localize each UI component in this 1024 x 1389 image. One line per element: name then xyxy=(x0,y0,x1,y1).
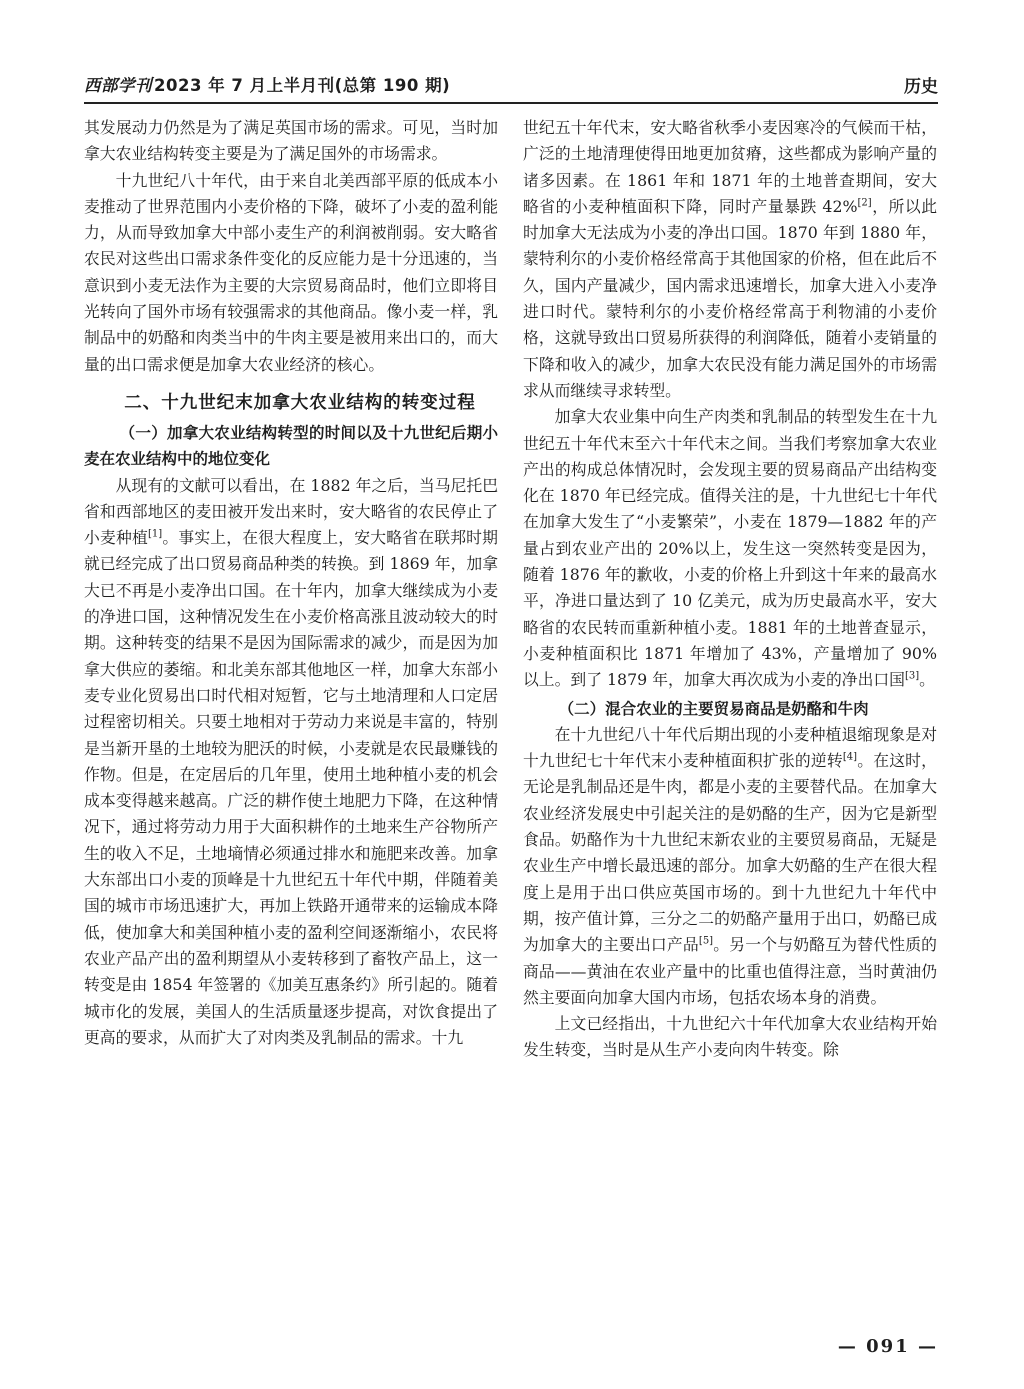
paragraph-text-cont: 。事实上，在很大程度上，安大略省在联邦时期就已经完成了出口贸易商品种类的转换。到 1869 年，加拿大已不再是小麦净出口国。在十年内，加拿大继续成为小麦的净进口国，这种情况发生在小麦价格高涨且波动较大的时期。这种转变的结果不是因为国际需求的减少，而是因为加拿大供应的萎缩。和北美东部其他地区一样，加拿大东部小麦专业化贸易出口时代相对短暂，它与土地清理和人口定居过程密切相关。只要土地相对于劳动力来说是丰富的，特别是当新开垦的土地较为肥沃的时候，小麦就是农民最赚钱的作物。但是，在定居后的几年里，使用土地种植小麦的机会成本变得越来越高。广泛的耕作使土地肥力下降，在这种情况下，通过将劳动力用于大面积耕作的土地来生产谷物所产生的收入不足，土地墒情必须通过排水和施肥来改善。加拿大东部出口小麦的顶峰是十九世纪五十年代中期，伴随着美国的城市市场迅速扩大，再加上铁路开通带来的运输成本降低，使加拿大和美国种植小麦的盈利空间逐渐缩小，农民将农业产品产出的盈利期望从小麦转移到了畜牧产品上，这一转变是由 1854 年签署的《加美互惠条约》所引起的。随着城市化的发展，美国人的生活质量逐步提高，对饮食提出了更高的要求，从而扩大了对肉类及乳制品的需求。十九 xyxy=(84,528,498,1047)
paragraph-text-cont: 。另一个与奶酪互为替代性质的商品——黄油在农业产量中的比重也值得注意，当时黄油仍然主要面向加拿大国内市场，包括农场本身的消费。 xyxy=(523,935,937,1007)
body-paragraph xyxy=(523,722,937,1011)
journal-name: 西部学刊 xyxy=(84,76,152,95)
subsection-heading xyxy=(523,696,937,722)
body-paragraph xyxy=(84,168,498,378)
left-column xyxy=(84,115,498,1051)
section-heading xyxy=(84,388,498,418)
body-paragraph xyxy=(523,404,937,693)
body-paragraph xyxy=(523,1011,937,1064)
paragraph-text-cont: 。在这时，无论是乳制品还是牛肉，都是小麦的主要替代品。在加拿大农业经济发展史中引起关注的是奶酪的生产，因为它是新型食品。奶酪作为十九世纪末新农业的主要贸易商品，无疑是农业生产中增长最迅速的部分。加拿大奶酪的生产在很大程度上是用于出口供应英国市场的。到十九世纪九十年代中期，按产值计算，三分之二的奶酪产量用于出口，奶酪已成为加拿大的主要出口产品 xyxy=(523,751,937,955)
paragraph-text: 在十九世纪八十年代后期出现的小麦种植退缩现象是对十九世纪七十年代末小麦种植面积扩张的逆转 xyxy=(523,724,937,771)
paragraph-text: 世纪五十年代末，安大略省秋季小麦因寒冷的气候而干枯，广泛的土地清理使得田地更加贫瘠，这些都成为影响产量的诸多因素。在 1861 年和 1871 年的土地普查期间，安大略省的小麦种植面积下降，同时产量暴跌 42% xyxy=(523,118,937,216)
citation-ref: [3] xyxy=(904,670,920,682)
paragraph-text: 上文已经指出，十九世纪六十年代加拿大农业结构开始发生转变，当时是从生产小麦向肉牛转变。除 xyxy=(523,1014,937,1060)
body-paragraph xyxy=(523,115,937,404)
paragraph-text: 加拿大农业集中向生产肉类和乳制品的转型发生在十九世纪五十年代末至六十年代末之间。当我们考察加拿大农业产出的构成总体情况时，会发现主要的贸易商品产出结构变化在 1870 年已经完成。值得关注的是，十九世纪七十年代在加拿大发生了“小麦繁荣”，小麦在 1879—1882 年的产量占到农业产出的 20%以上，发生这一突然转变是因为，随着 1876 年的歉收，小麦的价格上升到这十年来的最高水平，净进口量达到了 10 亿美元，成为历史最高水平，安大略省的农民转而重新种植小麦。1881 年的土地普查显示，小麦种植面积比 1871 年增加了 43%，产量增加了 90%以上。到了 1879 年，加拿大再次成为小麦的净出口国 xyxy=(523,407,937,690)
page-header xyxy=(84,68,938,104)
paragraph-text: 二、十九世纪末加拿大农业结构的转变过程 xyxy=(124,392,476,413)
paragraph-text: （一）加拿大农业结构转型的时间以及十九世纪后期小麦在农业结构中的地位变化 xyxy=(84,423,498,469)
body-paragraph xyxy=(84,473,498,1052)
citation-ref: [2] xyxy=(857,197,872,209)
issue-info: 2023 年 7 月上半月刊(总第 190 期) xyxy=(154,76,451,95)
section-name: 历史 xyxy=(904,77,938,97)
citation-ref: [4] xyxy=(842,751,858,763)
running-head xyxy=(84,72,450,96)
paragraph-text: 十九世纪八十年代，由于来自北美西部平原的低成本小麦推动了世界范围内小麦价格的下降，破坏了小麦的盈利能力，从而导致加拿大中部小麦生产的利润被削弱。安大略省农民对这些出口需求条件变化的反应能力是十分迅速的，当意识到小麦无法作为主要的大宗贸易商品时，他们立即将目光转向了国外市场有较强需求的其他商品。像小麦一样，乳制品中的奶酪和肉类当中的牛肉主要是被用来出口的，而大量的出口需求便是加拿大农业经济的核心。 xyxy=(84,170,498,374)
citation-ref: [1] xyxy=(147,528,163,540)
paragraph-text: （二）混合农业的主要贸易商品是奶酪和牛肉 xyxy=(558,699,869,718)
paragraph-text: 从现有的文献可以看出，在 1882 年之后，当马尼托巴省和西部地区的麦田被开发出来时，安大略省的农民停止了小麦种植 xyxy=(84,475,498,548)
body-paragraph xyxy=(84,115,498,168)
subsection-heading xyxy=(84,420,498,473)
citation-ref: [5] xyxy=(698,935,714,947)
page-number: — 091 — xyxy=(837,1336,938,1357)
paragraph-text: 其发展动力仍然是为了满足英国市场的需求。可见，当时加拿大农业结构转变主要是为了满足国外的市场需求。 xyxy=(84,118,498,164)
paragraph-text-cont: 。 xyxy=(919,670,935,690)
right-column xyxy=(523,115,937,1064)
paragraph-text-cont: ，所以此时加拿大无法成为小麦的净出口国。1870 年到 1880 年，蒙特利尔的小麦价格经常高于其他国家的价格，但在此后不久，国内产量减少，国内需求迅速增长，加拿大进入小麦净进口时代。蒙特利尔的小麦价格经常高于利物浦的小麦价格，这就导致出口贸易所获得的利润降低，随着小麦销量的下降和收入的减少，加拿大农民没有能力满足国外的市场需求从而继续寻求转型。 xyxy=(523,196,937,400)
